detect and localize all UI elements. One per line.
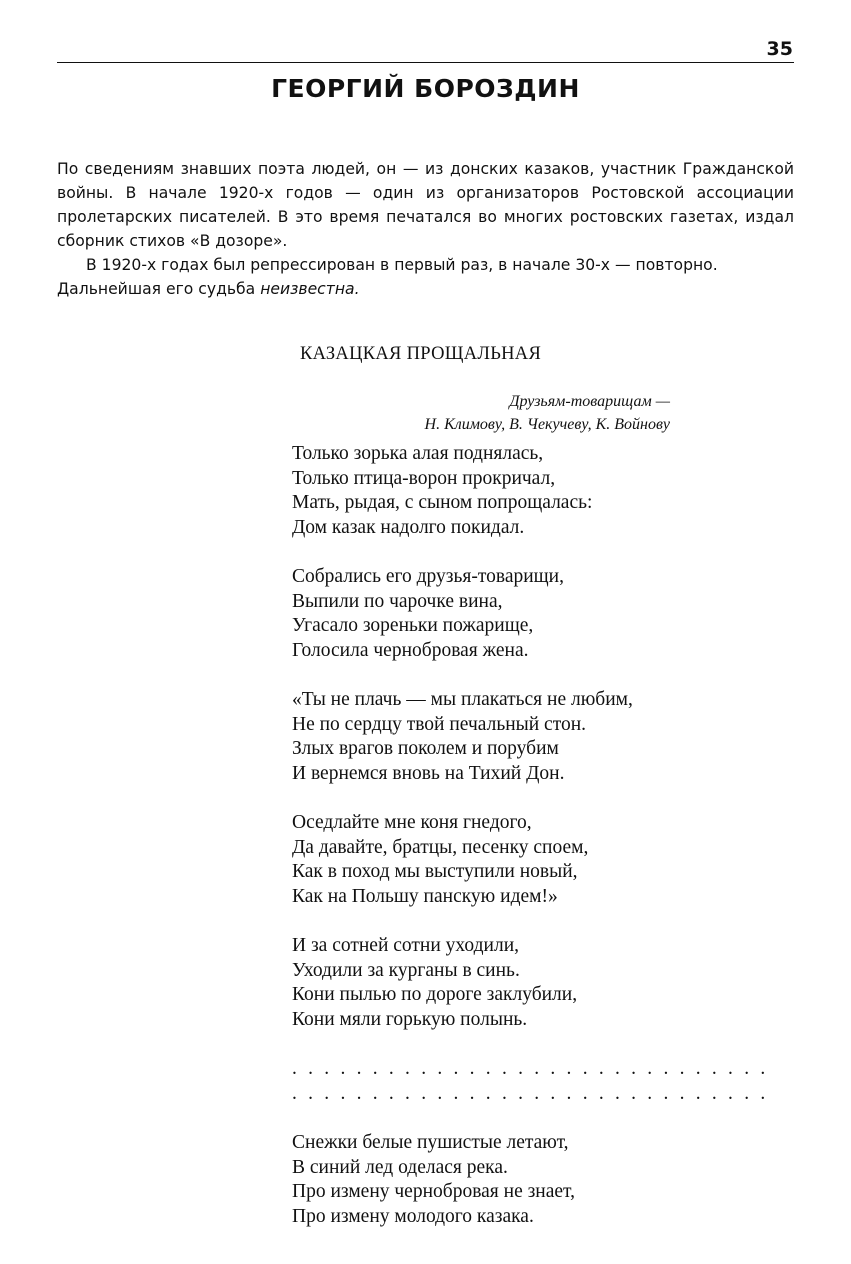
bio-paragraph-2-italic: неизвестна. <box>260 280 360 298</box>
verse-line: Выпили по чарочке вина, <box>292 590 503 612</box>
verse-line: Уходили за курганы в синь. <box>292 959 520 981</box>
bio-paragraph-1: По сведениям знавших поэта людей, он — из донских казаков, участник Гражданской войны. В начале 1920-х годов — один из организаторов Ростовской ассоциации пролетарских писателей. В это время печатался во многих ростовских газетах, издал сборник стихов «В дозоре». <box>57 160 794 250</box>
author-name-heading: ГЕОРГИЙ БОРОЗДИН <box>271 74 580 103</box>
verse-line: Как в поход мы выступили новый, <box>292 861 578 882</box>
stanza-3 <box>292 688 768 786</box>
verse-line: Про измену молодого казака. <box>292 1205 534 1227</box>
verse-line: Голосила чернобровая жена. <box>292 639 529 661</box>
verse-line: Оседлайте мне коня гнедого, <box>292 812 532 833</box>
verse-line: Да давайте, братцы, песенку споем, <box>292 836 589 858</box>
bio-paragraph-2 <box>57 253 794 301</box>
poem-body <box>292 442 768 1254</box>
final-stanza <box>292 1131 768 1229</box>
omission-marks <box>292 1057 768 1106</box>
verse-line: Злых врагов поколем и порубим <box>292 738 559 759</box>
verse-line: Кони пылью по дороге заклубили, <box>292 984 578 1005</box>
dedication-line-1: Друзьям-товарищам — <box>509 393 670 410</box>
verse-line: В синий лед оделася река. <box>292 1156 508 1178</box>
dedication-line-2: Н. Климову, В. Чекучеву, К. Войнову <box>424 416 670 433</box>
page-number: 35 <box>766 38 793 60</box>
omission-dotted-line: . . . . . . . . . . . . . . . . . . . . . . . . . . . . . . <box>292 1082 769 1104</box>
poem-dedication <box>425 390 670 436</box>
verse-line: Как на Польшу панскую идем!» <box>292 885 558 907</box>
author-biography <box>57 157 794 301</box>
verse-line: Мать, рыдая, с сыном попрощалась: <box>292 492 593 513</box>
poem-title: КАЗАЦКАЯ ПРОЩАЛЬНАЯ <box>300 344 542 364</box>
verse-line: Дом казак надолго покидал. <box>292 516 525 538</box>
verse-line: И за сотней сотни уходили, <box>292 935 520 956</box>
stanza-4 <box>292 811 768 909</box>
verse-line: Собрались его друзья-товарищи, <box>292 566 564 587</box>
bio-paragraph-2-main: В 1920-х годах был репрессирован в первый раз, в начале 30-х — повторно. Дальнейшая его судьба <box>57 256 718 298</box>
verse-line: И вернемся вновь на Тихий Дон. <box>292 762 565 784</box>
verse-line: Только зорька алая поднялась, <box>292 443 544 464</box>
verse-line: Только птица-ворон прокричал, <box>292 467 556 489</box>
stanza-1 <box>292 442 768 540</box>
verse-line: Не по сердцу твой печальный стон. <box>292 713 587 735</box>
verse-line: Про измену чернобровая не знает, <box>292 1181 575 1202</box>
verse-line: Снежки белые пушистые летают, <box>292 1132 569 1153</box>
stanza-2 <box>292 565 768 663</box>
verse-line: Кони мяли горькую полынь. <box>292 1008 528 1030</box>
stanza-5 <box>292 934 768 1032</box>
header-rule <box>57 62 794 63</box>
omission-dotted-line: . . . . . . . . . . . . . . . . . . . . . . . . . . . . . . <box>292 1058 769 1079</box>
verse-line: «Ты не плачь — мы плакаться не любим, <box>292 689 633 710</box>
verse-line: Угасало зореньки пожарище, <box>292 615 534 636</box>
